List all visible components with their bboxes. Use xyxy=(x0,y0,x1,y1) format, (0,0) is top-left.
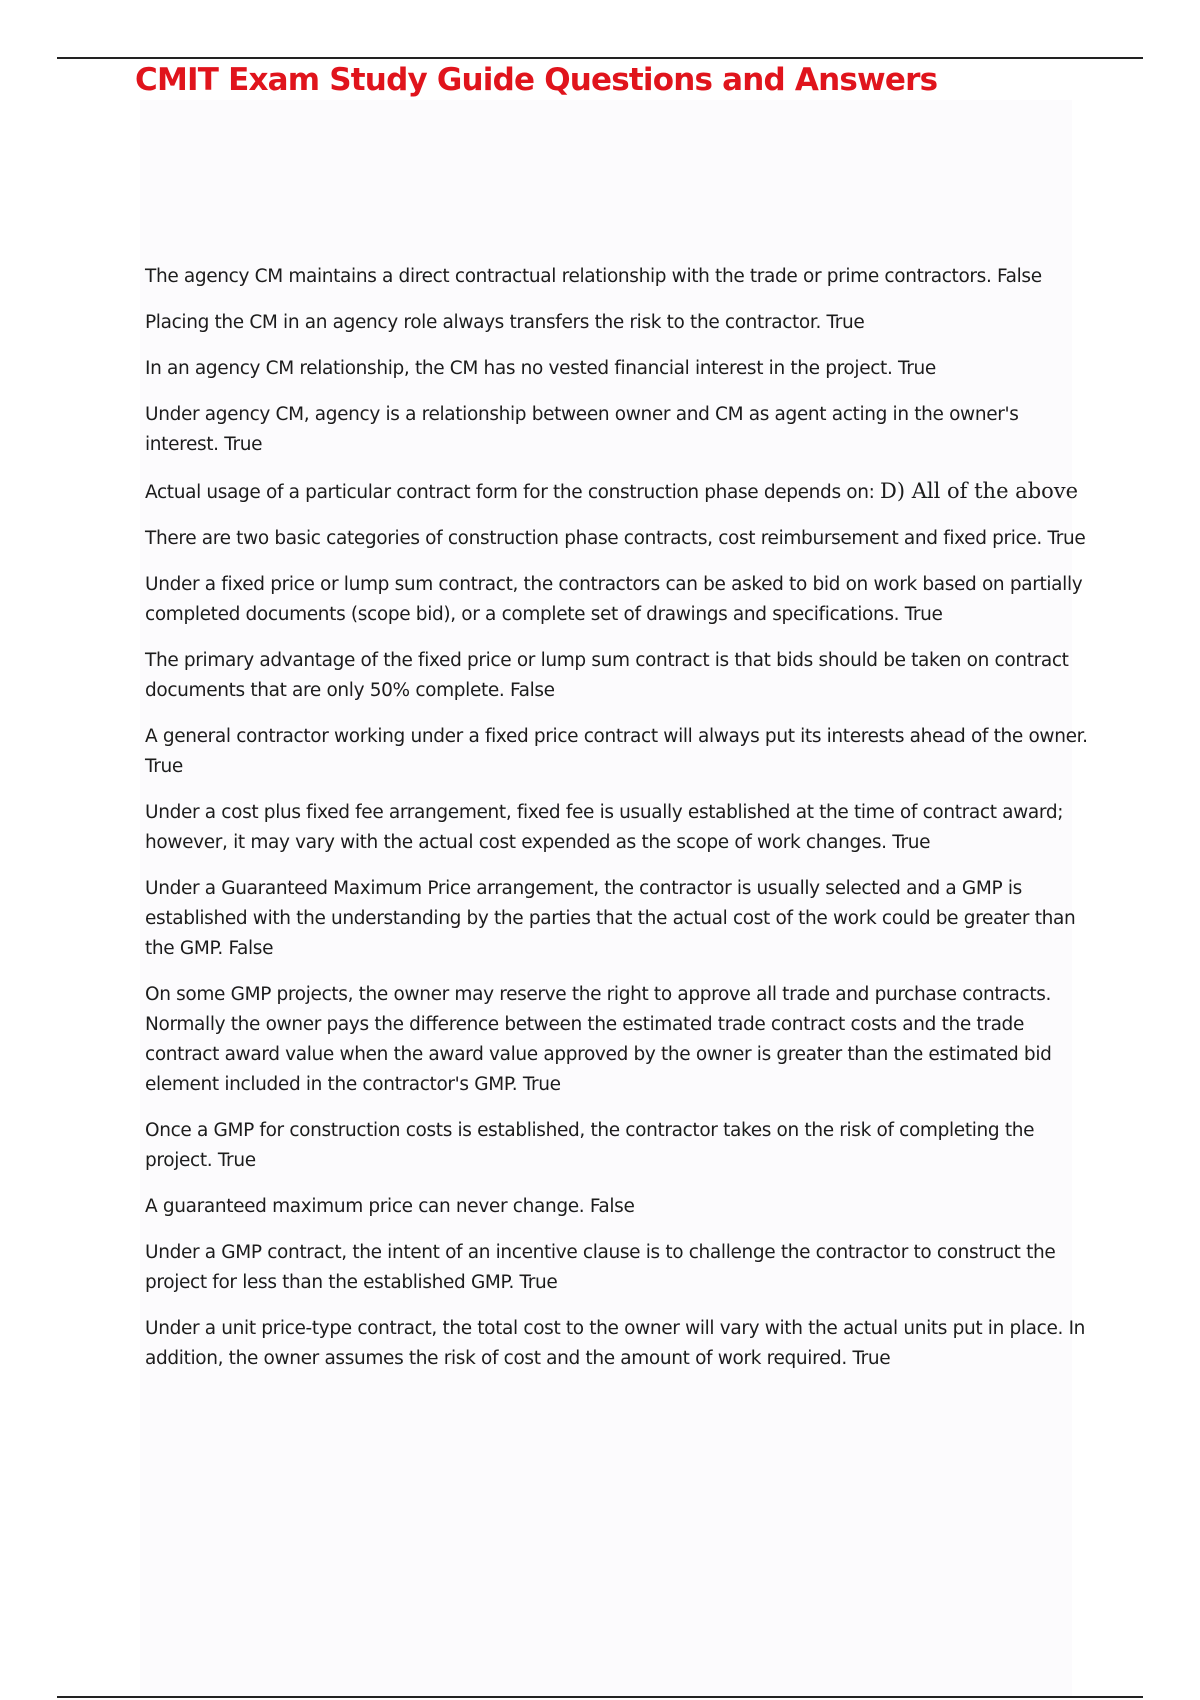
answer-text: True xyxy=(522,1074,561,1095)
question-text: The primary advantage of the fixed price or lump sum contract is that bids should be taken on contract documents that are only 50% complete. xyxy=(145,650,1069,701)
answer-text: False xyxy=(510,680,555,701)
question-text: Under a unit price-type contract, the total cost to the owner will vary with the actual units put in place. In addition, the owner assumes the risk of cost and the amount of work required. xyxy=(145,1318,1086,1369)
document-title: CMIT Exam Study Guide Questions and Answers xyxy=(135,62,938,98)
qa-item xyxy=(145,980,1095,1100)
question-text: Under a GMP contract, the intent of an incentive clause is to challenge the contractor to construct the project for less than the established GMP. xyxy=(145,1242,1056,1293)
qa-item xyxy=(145,308,1095,338)
answer-text: True xyxy=(217,1150,256,1171)
answer-text: True xyxy=(852,1348,891,1369)
answer-text: True xyxy=(904,604,943,625)
bottom-divider xyxy=(57,1696,1143,1698)
question-text: In an agency CM relationship, the CM has no vested financial interest in the project. xyxy=(145,358,893,379)
qa-list xyxy=(145,262,1095,1390)
answer-text: True xyxy=(1047,528,1086,549)
question-text: Under a Guaranteed Maximum Price arrangement, the contractor is usually selected and a GMP is established with the understanding by the parties that the actual cost of the work could be greater than the GMP. xyxy=(145,878,1076,959)
question-text: The agency CM maintains a direct contractual relationship with the trade or prime contractors. xyxy=(145,266,992,287)
question-text: A general contractor working under a fixed price contract will always put its interests ahead of the owner. xyxy=(145,726,1088,747)
answer-text: True xyxy=(224,434,263,455)
qa-item xyxy=(145,874,1095,964)
answer-text: D) All of the above xyxy=(880,479,1079,503)
qa-item xyxy=(145,524,1095,554)
answer-text: True xyxy=(519,1272,558,1293)
answer-text: True xyxy=(145,756,183,777)
question-text: Under a cost plus fixed fee arrangement, fixed fee is usually established at the time of contract award; however, it may vary with the actual cost expended as the scope of work changes. xyxy=(145,802,1064,853)
qa-item xyxy=(145,262,1095,292)
answer-text: False xyxy=(228,938,274,959)
qa-item xyxy=(145,476,1095,508)
qa-item xyxy=(145,722,1095,782)
answer-text: True xyxy=(898,358,936,379)
question-text: There are two basic categories of construction phase contracts, cost reimbursement and fixed price. xyxy=(145,528,1042,549)
qa-item xyxy=(145,1238,1095,1298)
qa-item xyxy=(145,798,1095,858)
qa-item xyxy=(145,1192,1095,1222)
question-text: On some GMP projects, the owner may reserve the right to approve all trade and purchase contracts. Normally the owner pays the difference between the estimated trade contract costs and the trade contract award value when the award value approved by the owner is greater than the estimated bid element included in the contractor's GMP. xyxy=(145,984,1052,1095)
question-text: A guaranteed maximum price can never change. xyxy=(145,1196,585,1217)
answer-text: True xyxy=(826,312,865,333)
qa-item xyxy=(145,354,1095,384)
qa-item xyxy=(145,1116,1095,1176)
qa-item xyxy=(145,1314,1095,1374)
qa-item xyxy=(145,570,1095,630)
question-text: Placing the CM in an agency role always transfers the risk to the contractor. xyxy=(145,312,821,333)
answer-text: False xyxy=(997,266,1042,287)
question-text: Under agency CM, agency is a relationship between owner and CM as agent acting in the owner's interest. xyxy=(145,404,1019,455)
answer-text: True xyxy=(892,832,931,853)
question-text: Once a GMP for construction costs is established, the contractor takes on the risk of completing the project. xyxy=(145,1120,1035,1171)
qa-item xyxy=(145,400,1095,460)
question-text: Under a fixed price or lump sum contract, the contractors can be asked to bid on work based on partially completed documents (scope bid), or a complete set of drawings and specifications. xyxy=(145,574,1083,625)
question-text: Actual usage of a particular contract form for the construction phase depends on: xyxy=(145,482,875,503)
qa-item xyxy=(145,646,1095,706)
answer-text: False xyxy=(589,1196,635,1217)
